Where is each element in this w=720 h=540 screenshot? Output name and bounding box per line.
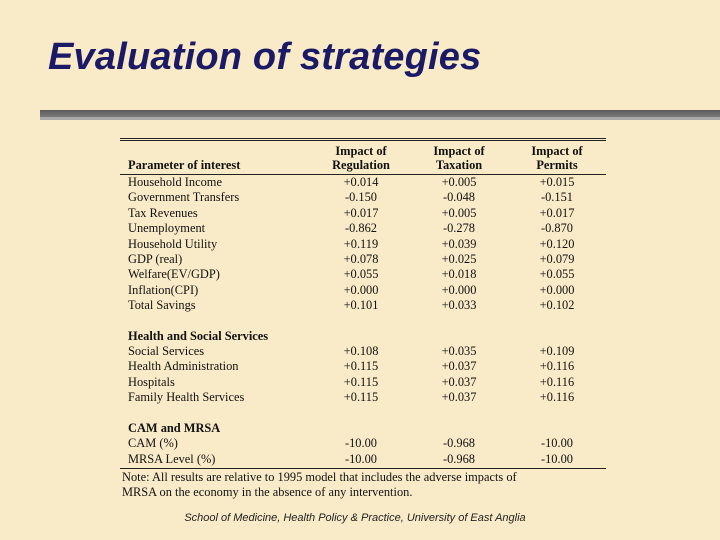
taxation-value: +0.018 (441, 267, 477, 282)
regulation-value: -0.862 (344, 221, 377, 236)
section-heading-cam: CAM and MRSA (128, 420, 221, 435)
row-parameter: Household Utility (128, 236, 218, 251)
table-note-line2: MRSA on the economy in the absence of any intervention. (122, 485, 413, 500)
table-row (120, 190, 606, 205)
row-parameter: Family Health Services (128, 390, 245, 405)
section-spacer (120, 314, 606, 329)
section-heading-health: Health and Social Services (128, 328, 269, 343)
permits-value: +0.116 (539, 390, 575, 405)
row-parameter: MRSA Level (%) (128, 451, 216, 466)
regulation-value: +0.115 (343, 359, 379, 374)
permits-value: +0.015 (539, 175, 575, 189)
slide-footer: School of Medicine, Health Policy & Practice, University of East Anglia (184, 512, 526, 524)
regulation-value: +0.055 (343, 267, 379, 282)
regulation-value: +0.115 (343, 390, 379, 405)
row-parameter: Health Administration (128, 359, 239, 374)
table-row (120, 237, 606, 252)
taxation-value: +0.005 (441, 175, 477, 189)
taxation-value: -0.278 (442, 221, 475, 236)
table-row (120, 359, 606, 374)
row-parameter: Tax Revenues (128, 205, 198, 220)
row-parameter: Hospitals (128, 374, 175, 389)
slide-title: Evaluation of strategies (48, 36, 482, 78)
permits-value: -0.870 (540, 221, 573, 236)
row-parameter: Social Services (128, 344, 205, 359)
regulation-value: +0.000 (343, 282, 379, 297)
regulation-value: +0.014 (343, 175, 379, 189)
section-spacer (120, 406, 606, 421)
regulation-value: +0.078 (343, 252, 379, 267)
header-permits-line1: Impact of (531, 144, 583, 158)
table-row (120, 175, 606, 191)
taxation-value: -0.968 (442, 436, 475, 451)
table-row (120, 206, 606, 221)
permits-value: -10.00 (540, 436, 573, 451)
permits-value: +0.120 (539, 236, 575, 251)
table-row (120, 390, 606, 405)
taxation-value: +0.039 (441, 236, 477, 251)
taxation-value: +0.033 (441, 298, 477, 313)
taxation-value: -0.968 (442, 451, 475, 466)
permits-value: -0.151 (540, 190, 573, 205)
regulation-value: +0.101 (343, 298, 379, 313)
taxation-value: +0.037 (441, 359, 477, 374)
permits-value: +0.079 (539, 252, 575, 267)
header-taxation-line1: Impact of (433, 144, 485, 158)
permits-value: +0.116 (539, 359, 575, 374)
regulation-value: -10.00 (344, 451, 377, 466)
row-parameter: Household Income (128, 175, 222, 189)
table-row (120, 344, 606, 359)
row-parameter: Total Savings (128, 298, 196, 313)
regulation-value: +0.119 (343, 236, 379, 251)
permits-value: +0.102 (539, 298, 575, 313)
row-parameter: GDP (real) (128, 252, 183, 267)
permits-value: -10.00 (540, 451, 573, 466)
table-note-line1: Note: All results are relative to 1995 model that includes the adverse impacts of (122, 469, 517, 484)
permits-value: +0.109 (539, 344, 575, 359)
header-regulation-line1: Impact of (335, 144, 387, 158)
regulation-value: +0.115 (343, 374, 379, 389)
header-permits (508, 140, 606, 175)
table-row (120, 375, 606, 390)
regulation-value: +0.108 (343, 344, 379, 359)
taxation-value: +0.005 (441, 205, 477, 220)
taxation-value: +0.037 (441, 390, 477, 405)
row-parameter: Government Transfers (128, 190, 240, 205)
permits-value: +0.017 (539, 205, 575, 220)
table-row (120, 452, 606, 469)
section-heading-row (120, 421, 606, 436)
taxation-value: +0.000 (441, 282, 477, 297)
taxation-value: -0.048 (442, 190, 475, 205)
table-row (120, 267, 606, 282)
header-taxation-line2: Taxation (435, 158, 483, 172)
row-parameter: Unemployment (128, 221, 206, 236)
header-parameter: Parameter of interest (120, 140, 312, 175)
table-row (120, 298, 606, 313)
results-table (120, 138, 606, 469)
taxation-value: +0.035 (441, 344, 477, 359)
taxation-value: +0.037 (441, 374, 477, 389)
table-note (120, 469, 606, 501)
regulation-value: +0.017 (343, 205, 379, 220)
header-regulation (312, 140, 410, 175)
header-regulation-line2: Regulation (332, 158, 390, 172)
section-heading-row (120, 329, 606, 344)
results-table-container (120, 138, 606, 501)
title-rule (40, 110, 720, 117)
row-parameter: CAM (%) (128, 436, 178, 451)
permits-value: +0.055 (539, 267, 575, 282)
row-parameter: Welfare(EV/GDP) (128, 267, 220, 282)
row-parameter: Inflation(CPI) (128, 282, 199, 297)
permits-value: +0.000 (539, 282, 575, 297)
permits-value: +0.116 (539, 374, 575, 389)
table-row (120, 436, 606, 451)
regulation-value: -10.00 (344, 436, 377, 451)
taxation-value: +0.025 (441, 252, 477, 267)
regulation-value: -0.150 (344, 190, 377, 205)
table-row (120, 221, 606, 236)
header-permits-line2: Permits (536, 158, 578, 172)
table-row (120, 252, 606, 267)
table-row (120, 283, 606, 298)
table-header-row (120, 140, 606, 175)
header-taxation (410, 140, 508, 175)
